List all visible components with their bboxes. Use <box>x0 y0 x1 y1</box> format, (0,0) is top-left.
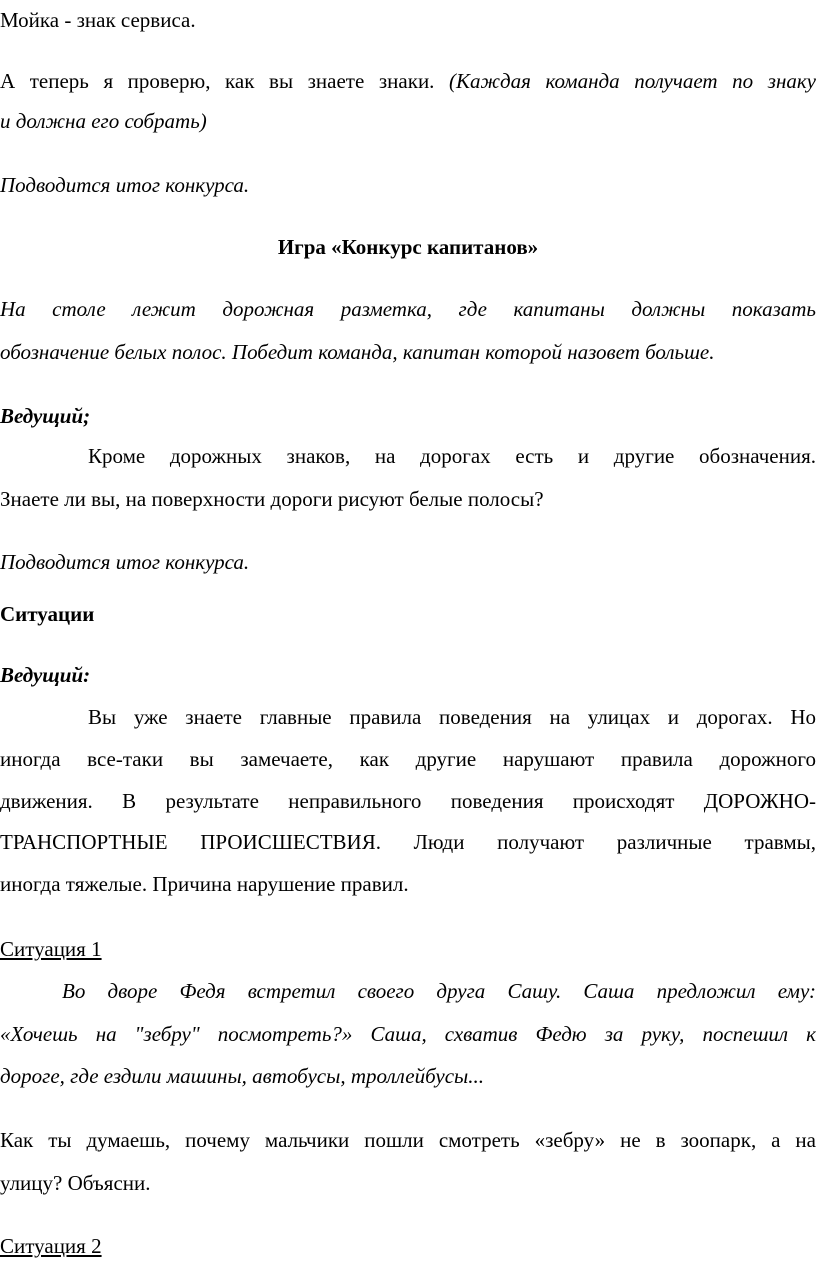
paragraph-rules-line4: ТРАНСПОРТНЫЕ ПРОИСШЕСТВИЯ. Люди получают различные травмы, <box>0 830 816 854</box>
check-signs-text: А теперь я проверю, как вы знаете знаки. <box>0 69 435 93</box>
question-1-line1: Как ты думаешь, почему мальчики пошли смотреть «зебру» не в зоопарк, а на <box>0 1128 816 1152</box>
situation-2-title: Ситуация 2 <box>0 1234 102 1258</box>
question-1-line2: улицу? Объясни. <box>0 1171 151 1195</box>
paragraph-rules-line2: иногда все-таки вы замечаете, как другие нарушают правила дорожного <box>0 747 816 771</box>
paragraph-car-wash: Мойка - знак сервиса. <box>0 8 196 32</box>
paragraph-check-signs-line2: и должна его собрать) <box>0 109 207 133</box>
situation-1-title: Ситуация 1 <box>0 937 102 961</box>
paragraph-rules-line3: движения. В результате неправильного поведения происходят ДОРОЖНО- <box>0 789 816 813</box>
host-label-2: Ведущий: <box>0 663 91 687</box>
paragraph-road-marking-line1: На столе лежит дорожная разметка, где капитаны должны показать <box>0 297 816 321</box>
paragraph-white-lines-line1: Кроме дорожных знаков, на дорогах есть и другие обозначения. <box>88 444 816 468</box>
summary-note-2: Подводится итог конкурса. <box>0 550 250 574</box>
paragraph-road-marking-line2: обозначение белых полос. Победит команда, капитан которой назовет больше. <box>0 340 715 364</box>
summary-note-1: Подводится итог конкурса. <box>0 173 250 197</box>
heading-captains-contest: Игра «Конкурс капитанов» <box>277 235 539 259</box>
situation-1-line2: «Хочешь на "зебру" посмотреть?» Саша, схватив Федю за руку, поспешил к <box>0 1022 816 1046</box>
host-label-1: Ведущий; <box>0 404 91 428</box>
situation-1-line3: дороге, где ездили машины, автобусы, троллейбусы... <box>0 1064 485 1088</box>
check-signs-note: (Каждая команда получает по знаку <box>449 69 816 93</box>
heading-situations: Ситуации <box>0 602 95 626</box>
paragraph-white-lines-line2: Знаете ли вы, на поверхности дороги рисуют белые полосы? <box>0 487 544 511</box>
paragraph-rules-line1: Вы уже знаете главные правила поведения на улицах и дорогах. Но <box>88 705 816 729</box>
situation-1-line1: Во дворе Федя встретил своего друга Сашу. Саша предложил ему: <box>62 979 816 1003</box>
paragraph-rules-line5: иногда тяжелые. Причина нарушение правил. <box>0 872 409 896</box>
paragraph-check-signs-line1 <box>0 67 816 95</box>
